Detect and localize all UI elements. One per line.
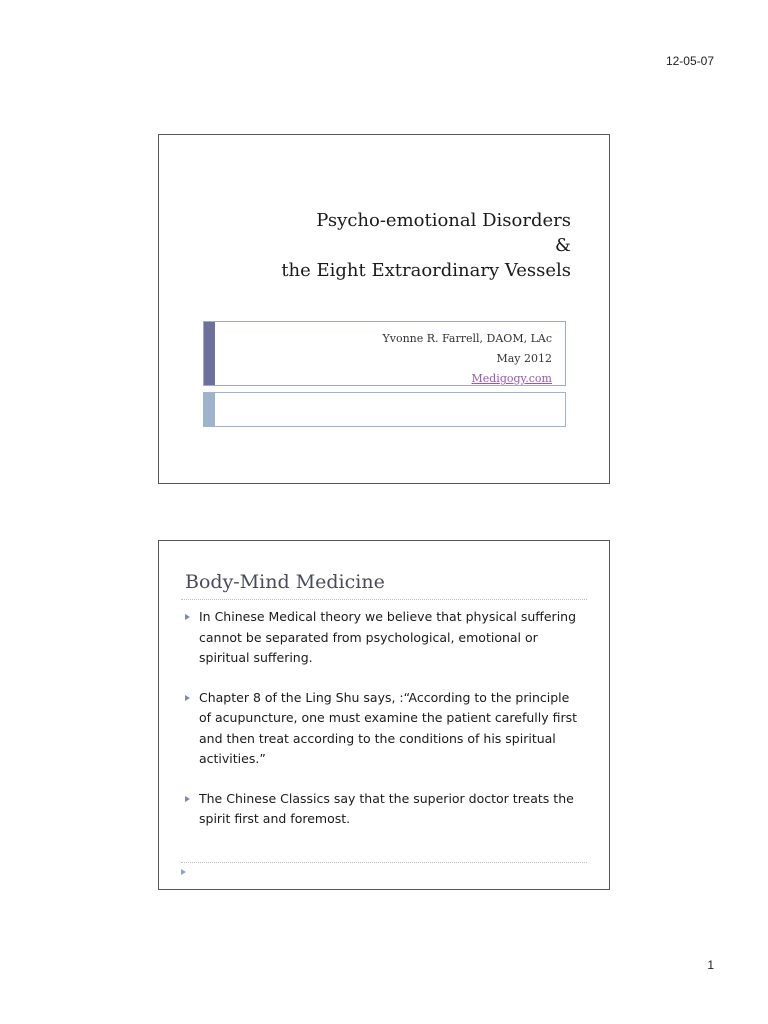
divider (181, 599, 587, 600)
triangle-right-icon (185, 614, 190, 620)
divider (181, 862, 587, 863)
triangle-right-icon (185, 695, 190, 701)
bullet-text: In Chinese Medical theory we believe that physical suffering cannot be separated from psychological, emotional or spiritual suffering. (199, 609, 577, 665)
bullet-item (185, 607, 585, 669)
author-name: Yvonne R. Farrell, DAOM, LAc (382, 332, 552, 345)
author-info-box (203, 321, 566, 386)
page-date: 12-05-07 (665, 54, 714, 68)
bullet-list (185, 607, 585, 830)
title-line: the Eight Extraordinary Vessels (281, 260, 571, 281)
accent-bar (204, 322, 215, 385)
content-slide (158, 540, 610, 890)
bullet-item (185, 789, 585, 830)
slide-heading: Body-Mind Medicine (185, 571, 385, 593)
author-info (383, 329, 553, 389)
triangle-right-icon (181, 869, 186, 875)
bullet-item (185, 688, 585, 770)
website-link[interactable]: Medigogy.com (471, 372, 552, 385)
page-number: 1 (707, 958, 714, 972)
bullet-text: The Chinese Classics say that the superior doctor treats the spirit first and foremost. (199, 790, 574, 826)
accent-bar-light (204, 393, 215, 426)
title-slide (158, 134, 610, 484)
bullet-text: Chapter 8 of the Ling Shu says, :“According to the principle of acupuncture, one must examine the patient carefully first and then treat according to the conditions of his spiritual activities.” (199, 689, 578, 766)
presentation-date: May 2012 (496, 352, 552, 365)
title-line: Psycho-emotional Disorders (316, 210, 571, 231)
empty-box (203, 392, 566, 427)
slide-title (281, 208, 571, 283)
title-line: & (554, 235, 571, 256)
triangle-right-icon (185, 796, 190, 802)
